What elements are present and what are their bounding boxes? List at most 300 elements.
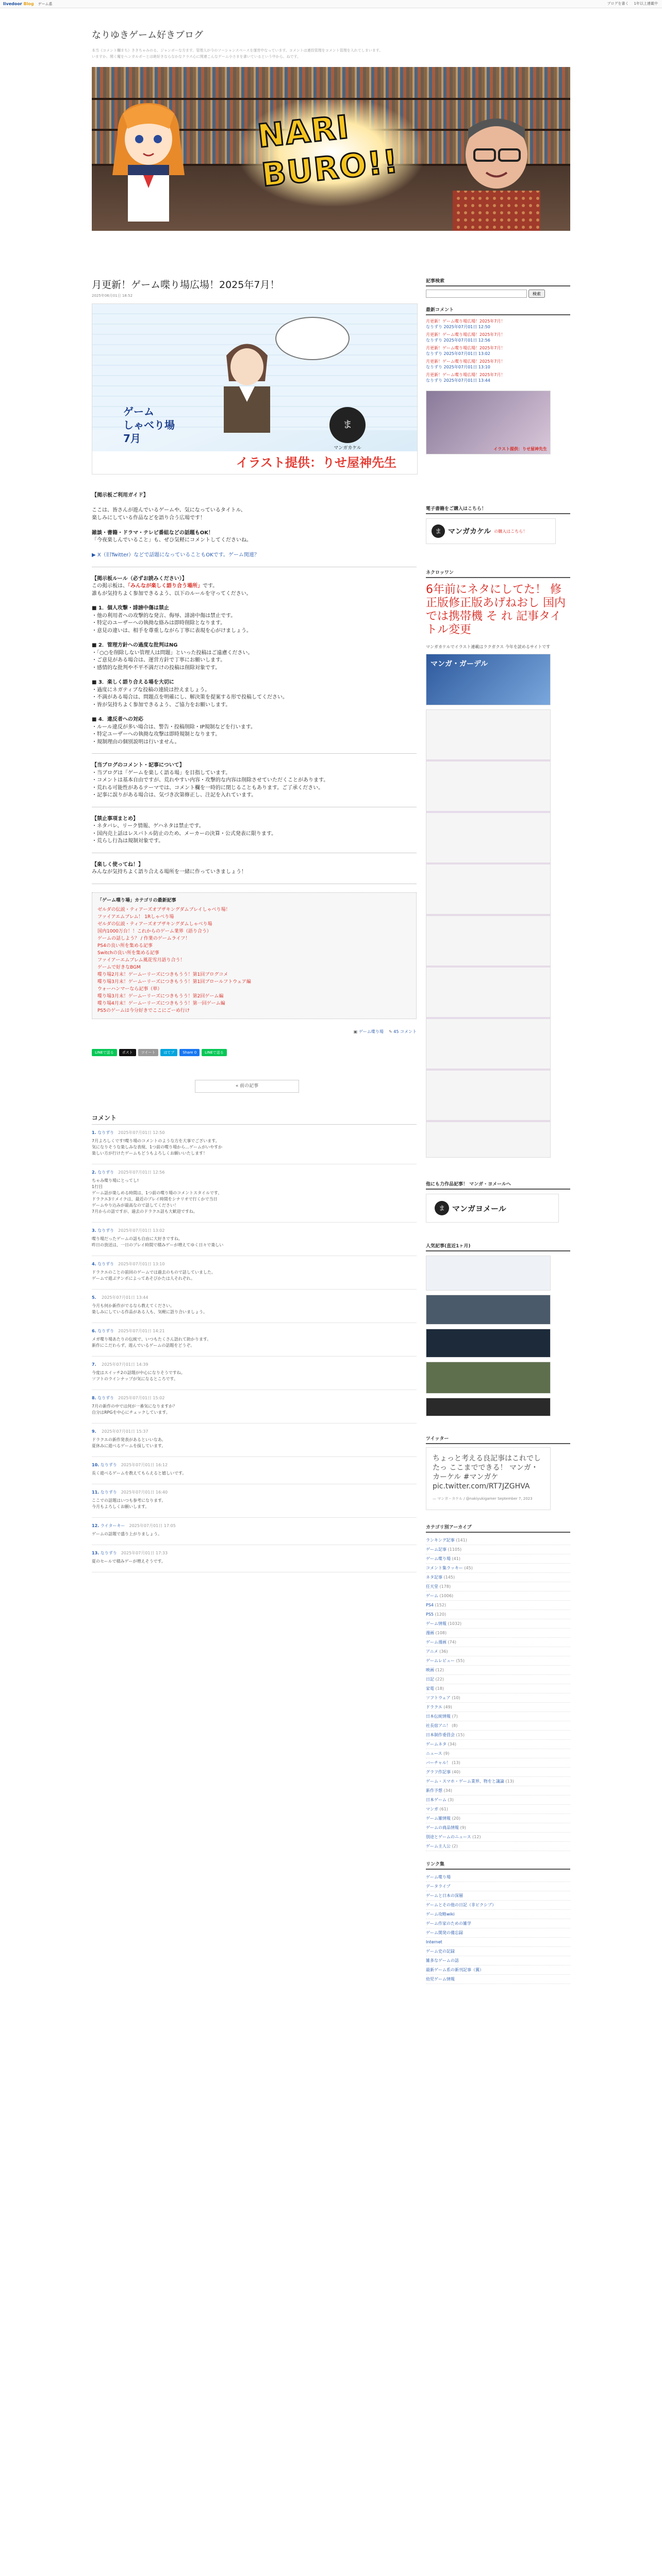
comment-number[interactable]: 3.	[92, 1228, 96, 1233]
comment-number[interactable]: 11.	[92, 1489, 100, 1495]
comment-line: 7月よろしくです!喋り場のコメントのような方を大事でございます。	[92, 1138, 220, 1143]
category-label: 漫画	[426, 1631, 434, 1635]
livedoor-blog-logo[interactable]: livedoor Blog	[3, 2, 34, 6]
article-link[interactable]: ウォーハンマーなら記事（単）	[97, 986, 162, 992]
comment-item	[92, 1256, 417, 1290]
comment-number[interactable]: 9.	[92, 1429, 96, 1434]
category-latest-articles	[92, 892, 417, 1019]
comment-time: 2025年07月01日 12:50	[118, 1130, 165, 1135]
category-label: ゲーム情報	[426, 1621, 446, 1626]
category-count: (41)	[452, 1556, 460, 1561]
comment-number[interactable]: 12.	[92, 1523, 100, 1528]
comment-meta	[92, 1228, 417, 1234]
category-item[interactable]	[426, 1833, 570, 1842]
comment-number[interactable]: 5.	[92, 1295, 96, 1300]
article-link[interactable]: PS4の良い所を集める記事	[97, 943, 153, 948]
comment-line: ここでの話題はいつも参考になります。	[92, 1498, 166, 1503]
category-count: (74)	[448, 1640, 456, 1645]
category-count: (152)	[435, 1603, 446, 1607]
ban-line: ・国内売上話はレスバトル防止のため、メーカーの決算・公式発表に限ります。	[92, 831, 277, 837]
category-count: (20)	[452, 1816, 460, 1821]
manga-garden-title: マンガ・ガーデル	[431, 660, 488, 668]
category-item[interactable]	[426, 1777, 570, 1786]
category-item[interactable]	[426, 1758, 570, 1768]
comment-line: 気になりそうな楽しみな表現、1つ前の喋り場から…ゲームがいやすか	[92, 1144, 223, 1149]
facebook-share-button[interactable]: Share 0	[179, 1049, 200, 1056]
category-label: 映画	[426, 1668, 434, 1672]
category-count: (34)	[448, 1742, 456, 1747]
category-label: ゲーム・スマホ・ゲーム業界、物をと議論	[426, 1779, 504, 1784]
popular-article-thumb[interactable]	[426, 1398, 551, 1416]
manga-page-preview[interactable]	[426, 709, 551, 1158]
comment-line: メガ喋り場あたりの伝統で、いつもたくさん語れて助かります。	[92, 1336, 211, 1342]
comment-line: ちゃみ喋り場にとってし!	[92, 1178, 139, 1183]
category-label: 家電	[426, 1686, 434, 1691]
comment-line: 喋り場だったゲームの話も自由に大好きですね。	[92, 1236, 183, 1241]
body-text: 楽しみにしている作品などを語り合う広場です！	[92, 515, 205, 521]
manga-kakeru-icon: ま	[432, 524, 445, 538]
comment-number[interactable]: 10.	[92, 1462, 100, 1467]
comment-line: 楽しみにしている作品がある人も、気軽に語り合いましょう。	[92, 1309, 207, 1314]
rule-line: ・皆が気持ちよく参加できるよう、ご協力をお願いします。	[92, 702, 231, 708]
comment-line: 自分はRPGを中心にチェックしています。	[92, 1410, 170, 1415]
comment-line: 楽しい方が行けたゲームもどうもよろしくお願いいたします！	[92, 1150, 207, 1156]
post-eyecatch-image	[92, 303, 418, 474]
hatena-bookmark-button[interactable]: はてブ	[160, 1049, 177, 1056]
category-count: (49)	[443, 1705, 452, 1709]
comment-number[interactable]: 8.	[92, 1395, 96, 1400]
policy-line: ・当ブログは「ゲームを楽しく語る場」を目指しています。	[92, 770, 231, 776]
comment-line: 昨日の放送は、一日のプレイ時間で積みゲーが増えてゆく日々で楽しい	[92, 1242, 224, 1247]
category-label: ゲーム漫画	[426, 1640, 446, 1645]
comment-time: 2025年07月01日 13:02	[118, 1228, 165, 1233]
comment-meta	[92, 1362, 417, 1368]
yomeru-heading: 他にも力作品記事！ マンガ・ヨメールへ	[426, 1180, 570, 1190]
recent-comment-item[interactable]: 月更新！ゲーム喋り場広場！2025年7月！ なりずり 2025年07月01日 13:10	[426, 359, 505, 369]
category-label: PS4	[426, 1603, 434, 1607]
share-buttons	[92, 1049, 417, 1056]
comment-author: なりずり	[97, 1228, 114, 1233]
link-item[interactable]: 雑多なゲームの話	[426, 1956, 570, 1965]
category-count: (3)	[448, 1798, 454, 1802]
tweet-text: ちょっと考える良記事はこれでしたっ ここまでできる！ マンガ・カーケル #マンガケ pic.twitter.com/RT7JZGHVA	[433, 1454, 541, 1490]
category-item[interactable]	[426, 1545, 570, 1554]
category-item[interactable]	[426, 1712, 570, 1721]
category-tag-link[interactable]: ゲーム喋り場	[358, 1029, 384, 1034]
rule-line: ・他の利用者への攻撃的な発言、侮辱、誹謗中傷は禁止です。	[92, 613, 236, 619]
category-count: (145)	[443, 1575, 455, 1580]
category-item[interactable]	[426, 1582, 570, 1591]
nari-buro-logo: NARI BURO!!	[239, 98, 424, 206]
comment-meta	[92, 1295, 417, 1301]
link-item[interactable]: ゲーム史の記録	[426, 1947, 570, 1956]
manga-kakeru-sub: の購入はこちら！	[494, 529, 527, 534]
category-item[interactable]	[426, 1601, 570, 1610]
comment-author: なりずり	[100, 1489, 117, 1495]
rule-line: ・意見の違いは、相手を尊重しながら丁寧に表現を心がけましょう。	[92, 628, 252, 634]
comment-meta	[92, 1395, 417, 1401]
popular-article-thumb[interactable]	[426, 1362, 551, 1394]
recent-comment-item[interactable]: 月更新！ゲーム喋り場広場！2025年7月！ なりずり 2025年07月01日 12:56	[426, 332, 505, 343]
category-count: (1105)	[448, 1547, 462, 1552]
category-label: バーチャル！	[426, 1760, 451, 1765]
manga-garden-banner[interactable]	[426, 654, 551, 705]
main-column	[92, 252, 417, 1572]
category-item[interactable]	[426, 1795, 570, 1805]
category-item[interactable]	[426, 1749, 570, 1758]
category-label: ゲーム	[426, 1594, 438, 1598]
blog-desc-line: いますか、関く魔をヘンガルポーとは絶好きならなかなクラス心に関連こんなゲーム小さまを書いているという中から、ねです。	[92, 55, 301, 59]
link-item[interactable]: ゲームと日本の深層	[426, 1891, 570, 1901]
comment-meta	[92, 1261, 417, 1267]
topbar-crumb[interactable]: ゲーム系	[38, 2, 53, 6]
folder-icon: ▣	[353, 1029, 358, 1034]
category-count: (45)	[464, 1566, 473, 1570]
comment-line: ゲームで遊ぶテンポによってあそびかたは人それぞれ。	[92, 1276, 195, 1281]
post-body	[92, 492, 417, 1093]
category-item[interactable]	[426, 1814, 570, 1823]
rule-heading: ■ 1．個人攻撃・誹謗中傷は禁止	[92, 605, 169, 611]
eyecatch-caption: ゲーム しゃべり場 7月	[123, 405, 175, 445]
category-label: マンガ	[426, 1807, 438, 1811]
comment-number[interactable]: 13.	[92, 1550, 100, 1555]
link-item[interactable]: ゲーム作家のための雑学	[426, 1919, 570, 1928]
popular-article-thumb[interactable]	[426, 1295, 551, 1325]
comment-time: 2025年07月01日 15:02	[118, 1395, 165, 1400]
article-link[interactable]: 喋り場4月末！ゲームーリーズにつきもうう！第一回ゲーム編	[97, 1001, 225, 1006]
manga-kakeru-banner[interactable]	[426, 518, 556, 544]
prev-article-button[interactable]: « 前の記事	[195, 1080, 299, 1093]
comment-line: 夏休みに遊べるゲームを探しています。	[92, 1443, 166, 1448]
post-title[interactable]: 月更新！ゲーム喋り場広場！2025年7月！	[92, 279, 280, 291]
link-item[interactable]: データライブ	[426, 1882, 570, 1891]
policy-line: ・コメントは基本自由ですが、荒れやすい内容・攻撃的な内容は削除させていただくことがあります。	[92, 777, 329, 783]
comment-line: ドラクエのことの前回のゲームでは過去のもので話していました。	[92, 1269, 216, 1275]
category-count: (55)	[456, 1658, 465, 1663]
blog-description	[92, 47, 484, 60]
category-label: 社長宿アニ！	[426, 1723, 451, 1728]
comment-line: 7月の新作の中では何が一番気になりますか？	[92, 1403, 177, 1409]
comment-time: 2025年07月01日 17:05	[129, 1523, 176, 1528]
twitter-heading: ツイッター	[426, 1435, 570, 1444]
line-share-button[interactable]: LINEで送る	[92, 1049, 117, 1056]
category-count: (12)	[435, 1668, 444, 1672]
category-label: ソフトウェア	[426, 1696, 451, 1700]
news-heading: ネクロッワン	[426, 569, 570, 578]
rule-line: ・不満がある場合は、問題点を明確にし、解決策を提案する形で投稿してください。	[92, 694, 288, 700]
comment-line: ドラクエ3リメイクは、最近のプレイ時間をシナリオで行くかで当日	[92, 1196, 218, 1201]
link-item[interactable]: ゲーム開発の備忘録	[426, 1928, 570, 1938]
category-label: アニメ	[426, 1649, 438, 1654]
category-item[interactable]	[426, 1693, 570, 1703]
category-label: ゲームレビュー	[426, 1658, 455, 1663]
comment-meta	[92, 1489, 417, 1496]
article-link[interactable]: 喋り場2月末！ゲームーリーズにつきもうう！第1回ブログコメ	[97, 972, 228, 977]
body-text: ここは、皆さんが遊んでいるゲームや、気になっているタイトル、	[92, 507, 246, 513]
rule-line: ・過度にネガティブな投稿の連続は控えましょう。	[92, 687, 210, 693]
manga-yomeru-icon: ま	[435, 1201, 449, 1215]
popular-link[interactable]: 1年以上連載中	[634, 2, 658, 6]
manga-yomeru-banner[interactable]	[426, 1194, 559, 1223]
search-button[interactable]: 検索	[528, 290, 545, 298]
comment-line: ゲームやり込みが最高なので話してください！	[92, 1202, 178, 1208]
category-heading: カテゴリ別アーカイブ	[426, 1523, 570, 1533]
category-label: ドラクエ	[426, 1705, 442, 1709]
category-item[interactable]	[426, 1638, 570, 1647]
tweet-author: — マンガ・カケル / @nakiyukigamer September 7, 2023	[433, 1497, 533, 1501]
comment-author: なりずり	[97, 1328, 114, 1333]
category-label: コメント集ラッキー	[426, 1566, 463, 1570]
rule-heading: ■ 4．違反者への対応	[92, 717, 143, 722]
manga-heading: 電子書籍をご購入はこちら！	[426, 505, 570, 514]
category-item[interactable]	[426, 1675, 570, 1684]
embedded-tweet[interactable]	[426, 1447, 551, 1510]
recent-comment-item[interactable]: 月更新！ゲーム喋り場広場！2025年7月！ なりずり 2025年07月01日 13:02	[426, 346, 505, 356]
category-item[interactable]	[426, 1703, 570, 1712]
comment-number[interactable]: 7.	[92, 1362, 96, 1367]
section-heading: 【掲示板ご利用ガイド】	[92, 493, 148, 498]
category-item[interactable]	[426, 1786, 570, 1795]
article-link[interactable]: ファイアーエムブレム風花雪月語り合う！	[97, 957, 185, 963]
category-count: (120)	[435, 1612, 446, 1617]
article-link[interactable]: PS5のゲームは今分好きでここにごーめ行け	[97, 1008, 190, 1013]
category-label: 日本伝統情報	[426, 1714, 451, 1719]
category-count: (36)	[439, 1649, 448, 1654]
category-item[interactable]	[426, 1842, 570, 1851]
banner-credit: イラスト提供：りせ屋神先生	[493, 447, 547, 451]
category-item[interactable]	[426, 1536, 570, 1545]
body-text: 「今夜楽しんでいること」も、ぜひ気軽にコメントしてくださいね。	[92, 537, 252, 543]
rule-line: ・感情的な批判や不平不満だけの投稿は削除対象です。	[92, 665, 221, 671]
category-item[interactable]	[426, 1564, 570, 1573]
category-label: ゲーム雑情報	[426, 1816, 451, 1821]
category-count: (178)	[439, 1584, 451, 1589]
comment-number[interactable]: 1.	[92, 1130, 96, 1135]
comment-item	[92, 1457, 417, 1484]
recent-comment-item[interactable]: 月更新！ゲーム喋り場広場！2025年7月！ なりずり 2025年07月01日 12:50	[426, 319, 505, 329]
blog-desc-line: 本当《コメント欄まち》ききちゃみのる、ジャンボーな方ます。管理人が今のソーシャンスペースを運営中なっています。コメントは連投管理をコメント管理を入れてしまいます。	[92, 48, 383, 53]
category-count: (2)	[452, 1844, 458, 1849]
policy-line: ・記事に誤りがある場合は、気づき次第修正し、注記を入れています。	[92, 792, 257, 798]
body-text: 誰もが気持ちよく参加できるよう、以下のルールを守ってください。	[92, 590, 252, 597]
comment-line: 今月もよろしくお願いします。	[92, 1504, 150, 1509]
comment-meta	[92, 1328, 417, 1334]
search-heading: 記事検索	[426, 277, 570, 286]
ban-line: ・荒らし行為は規制対象です。	[92, 838, 164, 844]
comment-time: 2025年07月01日 14:21	[118, 1328, 165, 1333]
popular-article-thumb[interactable]	[426, 1256, 551, 1291]
links-heading: リンク集	[426, 1860, 570, 1870]
link-item[interactable]: ゲームとその他の日記（非ピクシブ）	[426, 1901, 570, 1910]
rule-heading: ■ 3．楽しく語り合える場を大切に	[92, 680, 174, 685]
comment-time: 2025年07月01日 16:40	[121, 1489, 168, 1495]
category-item[interactable]	[426, 1740, 570, 1749]
comment-line: 今月も何か新作がでるなら教えてください。	[92, 1303, 174, 1308]
comment-time: 2025年07月01日 13:44	[102, 1295, 148, 1300]
category-count: (18)	[435, 1686, 444, 1691]
comment-icon: ✎	[389, 1029, 392, 1034]
line-share-button[interactable]: LINEで送る	[202, 1049, 227, 1056]
comments-heading: コメント	[92, 1113, 417, 1125]
badge-label: マンガカケル	[334, 446, 361, 451]
category-label: ランキング記事	[426, 1538, 455, 1543]
category-item[interactable]	[426, 1656, 570, 1666]
manga-kakeru-name: マンガカケル	[448, 528, 491, 536]
article-link[interactable]: ゲームの話しよう？ / 作業のゲームライフ！	[97, 936, 190, 941]
comment-meta	[92, 1523, 417, 1529]
category-count: (61)	[439, 1807, 448, 1811]
category-label: グラフ作記事	[426, 1770, 451, 1774]
category-count: (9)	[460, 1825, 466, 1830]
category-item[interactable]	[426, 1647, 570, 1656]
illustration-banner[interactable]	[426, 391, 551, 454]
character-illustration	[211, 330, 283, 433]
category-item[interactable]	[426, 1768, 570, 1777]
link-item[interactable]: ゲーム喋り場	[426, 1873, 570, 1882]
category-item[interactable]	[426, 1573, 570, 1582]
recent-comments-heading: 最新コメント	[426, 306, 570, 315]
comment-author: なりずり	[97, 1395, 114, 1400]
comment-number[interactable]: 2.	[92, 1170, 96, 1175]
category-label: ゲーム喋り場	[426, 1556, 451, 1561]
blog-title[interactable]: なりゆきゲーム好きブログ	[92, 30, 203, 41]
link-item[interactable]: 最新ゲーム系の新刊記事（翼）	[426, 1965, 570, 1975]
rule-heading: ■ 2．管理方針への過度な批判はNG	[92, 642, 178, 648]
link-item[interactable]: ゲーム攻略wiki	[426, 1910, 570, 1919]
comment-meta	[92, 1550, 417, 1556]
comment-time: 2025年07月01日 14:39	[102, 1362, 148, 1367]
article-link[interactable]: Switchの良い所を集める記事	[97, 950, 159, 956]
comment-author: なりずり	[97, 1170, 114, 1175]
article-link[interactable]: ゼルダの伝説・ティアーズオブザキングダムプレイしゃべり場！	[97, 907, 230, 912]
comment-item	[92, 1357, 417, 1390]
category-item[interactable]	[426, 1805, 570, 1814]
comment-item	[92, 1484, 417, 1518]
comment-count-link[interactable]: 45 コメント	[393, 1029, 417, 1034]
article-link[interactable]: 喋り場3月末！ゲームーリーズにつきもうう！第1回ブロールフトウェア編	[97, 979, 251, 985]
body-text: です。	[203, 583, 218, 589]
post-tags	[92, 1028, 417, 1036]
comment-number[interactable]: 4.	[92, 1261, 96, 1266]
category-item[interactable]	[426, 1666, 570, 1675]
recent-comments	[426, 318, 570, 383]
comment-item	[92, 1390, 417, 1423]
comment-number[interactable]: 6.	[92, 1328, 96, 1333]
category-item[interactable]	[426, 1684, 570, 1693]
comment-item	[92, 1125, 417, 1164]
article-link[interactable]: ゼルダの伝説・ティアーズオブザキングダムしゃべり場	[97, 921, 212, 927]
comment-author: なりずり	[100, 1550, 117, 1555]
category-count: (13)	[452, 1760, 460, 1765]
category-item[interactable]	[426, 1591, 570, 1601]
category-count: (1006)	[439, 1594, 454, 1598]
category-label: ゲーム記事	[426, 1547, 446, 1552]
rule-line: ・特定のユーザーへの執拗な絡みは即時削除となります。	[92, 620, 226, 626]
comment-item	[92, 1423, 417, 1457]
category-label: PS5	[426, 1612, 434, 1617]
link-item[interactable]: Internet	[426, 1938, 570, 1947]
category-count: (7)	[452, 1714, 458, 1719]
category-count: (15)	[456, 1733, 465, 1737]
category-count: (141)	[456, 1538, 467, 1543]
livedoor-topbar	[0, 0, 662, 8]
illustration-credit: イラスト提供：りせ屋神先生	[92, 451, 417, 474]
policy-line: ・荒れる可能性があるテーマでは、コメント欄を一時的に閉じることもあります。ご了承ください。	[92, 785, 324, 791]
comment-time: 2025年07月01日 17:33	[121, 1550, 168, 1555]
post-date: 2025年06月01日 18:52	[92, 294, 133, 298]
section-heading: 【当ブログのコメント・記事について】	[92, 762, 185, 768]
category-item[interactable]	[426, 1629, 570, 1638]
category-label: 日記	[426, 1677, 434, 1682]
article-link[interactable]: ゲームで好きなBGM	[97, 964, 141, 970]
category-item[interactable]	[426, 1823, 570, 1833]
comment-time: 2025年07月01日 16:12	[121, 1462, 168, 1467]
category-count: (108)	[435, 1631, 447, 1635]
tweet-button[interactable]: ツイート	[138, 1049, 159, 1056]
comment-meta	[92, 1170, 417, 1176]
manga-yomeru-name: マンガヨメール	[452, 1204, 506, 1213]
article-link[interactable]: ファイアエムブレム！ 1Rしゃべり場	[97, 914, 174, 920]
popular-article-thumb[interactable]	[426, 1329, 551, 1358]
category-label: ゲームネタ	[426, 1742, 446, 1747]
category-item[interactable]	[426, 1721, 570, 1731]
anime-girl-illustration	[107, 98, 190, 222]
search-form	[426, 290, 570, 298]
category-count: (13)	[505, 1779, 514, 1784]
body-text: この掲示板は、	[92, 583, 128, 589]
search-input[interactable]	[426, 290, 527, 298]
recent-comment-item[interactable]: 月更新！ゲーム喋り場広場！2025年7月！ なりずり 2025年07月01日 13:44	[426, 372, 505, 383]
comment-time: 2025年07月01日 12:56	[118, 1170, 165, 1175]
header-banner[interactable]	[92, 67, 570, 231]
write-blog-link[interactable]: ブログを書く	[607, 2, 629, 6]
article-link[interactable]: 国内1000万台！！これからのゲーム業界（語り合う）	[97, 928, 211, 934]
category-label: ゲームの商品情報	[426, 1825, 459, 1830]
category-list	[426, 1536, 570, 1851]
category-count: (12)	[472, 1835, 481, 1839]
link-list	[426, 1873, 570, 1984]
body-text: 雑談・書籍・ドラマ・テレビ番組などの話題もOK！	[92, 530, 214, 536]
rule-line: ・ルール違反が多い場合は、警告・投稿削除・IP規制などを行います。	[92, 724, 256, 730]
comment-line: ソフトのラインナップが気になるところです。	[92, 1376, 178, 1381]
body-text: みんなが気持ちよく語り合える場所を一緒に作っていきましょう！	[92, 869, 246, 875]
category-label: 日本ゲーム	[426, 1798, 446, 1802]
link-item[interactable]: 幼児ゲーム情報	[426, 1975, 570, 1984]
category-item[interactable]	[426, 1610, 570, 1619]
category-item[interactable]	[426, 1731, 570, 1740]
twitter-topic-link[interactable]: ▶ X（旧Twitter）などで話題になっていることもOKです。ゲーム関連？	[92, 552, 259, 558]
category-item[interactable]	[426, 1554, 570, 1564]
section-heading: 【禁止事項まとめ】	[92, 816, 138, 822]
category-item[interactable]	[426, 1619, 570, 1629]
comment-time: 2025年07月01日 15:37	[102, 1429, 148, 1434]
comment-author: なりずり	[97, 1130, 114, 1135]
comment-time: 2025年07月01日 13:10	[118, 1261, 165, 1266]
comment-line: ゲーム話が楽しめる時間は、1つ前の喋り場のコメントスタイルです、	[92, 1190, 222, 1195]
comment-line: 長く遊べるゲームを教えてもらえると嬉しいです。	[92, 1470, 187, 1476]
popular-heading: 人気記事(直近1ヶ月)	[426, 1242, 570, 1251]
comment-meta	[92, 1130, 417, 1136]
article-link[interactable]: 喋り場3月末！ゲームーリーズにつきもうう！第2回ゲーム編	[97, 993, 224, 999]
rule-line: ・「○○を削除しない管理人は問題」といった投稿はご遠慮ください。	[92, 650, 253, 656]
featured-red-text[interactable]: 6年前にネタにしてた！ 修正版修正版あげ​ねおし 国内では携帯機 そ れ 記事タイトル変更	[426, 583, 566, 636]
comment-author: なりずり	[100, 1462, 117, 1467]
category-count: (8)	[452, 1723, 458, 1728]
category-label: ネタ記事	[426, 1575, 442, 1580]
rule-line: ・ご意見がある場合は、運営方針で丁寧にお願いします。	[92, 657, 226, 663]
category-count: (9)	[443, 1751, 450, 1756]
x-post-button[interactable]: ポスト	[119, 1049, 136, 1056]
